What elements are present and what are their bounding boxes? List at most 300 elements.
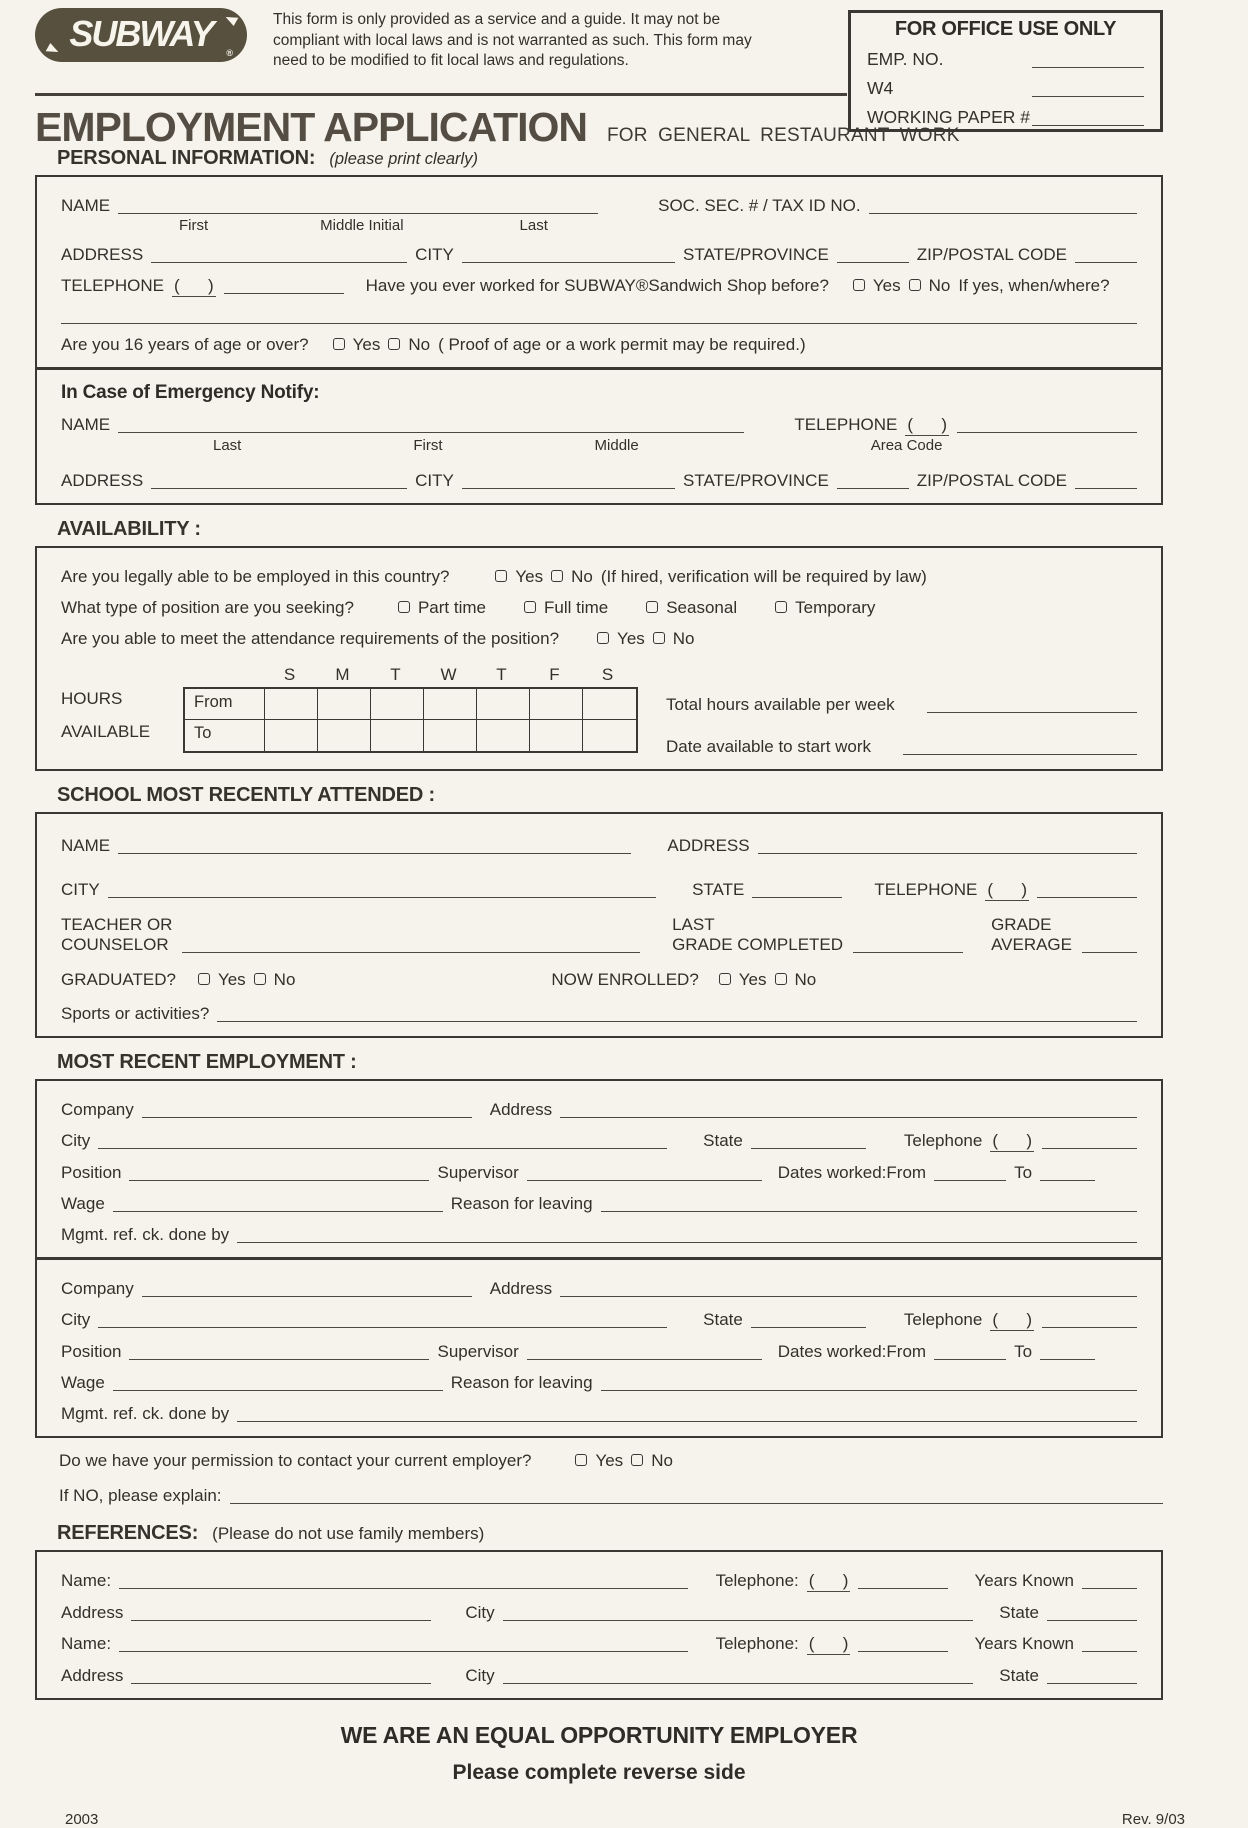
emergency-middle-sublabel: Middle	[594, 436, 639, 454]
supervisor-line-2[interactable]	[527, 1355, 762, 1360]
to-thu-cell[interactable]	[477, 720, 530, 751]
zip-line[interactable]	[1075, 258, 1137, 263]
ref-name-line-1[interactable]	[119, 1584, 688, 1589]
explain-label: If NO, please explain:	[59, 1485, 222, 1505]
employer-phone-paren-line[interactable]: ( )	[992, 1131, 1032, 1151]
name-row	[61, 196, 1137, 216]
explain-line[interactable]	[230, 1499, 1163, 1504]
references-heading-row	[35, 1522, 1163, 1545]
from-thu-cell[interactable]	[477, 689, 530, 720]
total-hours-line[interactable]	[927, 708, 1137, 713]
worked-before-no-label: No	[928, 276, 951, 295]
from-mon-cell[interactable]	[318, 689, 371, 720]
dates-to-label-2: To	[1014, 1341, 1033, 1361]
ref-telephone-label-1: Telephone:	[715, 1570, 799, 1590]
company-label-2: Company	[61, 1278, 134, 1298]
emergency-state-label: STATE/PROVINCE	[683, 470, 829, 490]
company-row	[61, 1100, 1137, 1120]
emergency-address-line[interactable]	[151, 484, 407, 489]
day-friday: F	[549, 664, 560, 684]
to-fri-cell[interactable]	[530, 720, 583, 751]
from-label-cell: From	[185, 689, 265, 720]
employer-city-row	[61, 1131, 1137, 1152]
age-no-label: No	[408, 335, 431, 354]
dates-from-line[interactable]	[934, 1176, 1006, 1181]
school-name-row	[61, 836, 1137, 856]
enrolled-no-checkbox[interactable]	[775, 973, 787, 985]
start-date-label: Date available to start work	[666, 736, 872, 756]
to-sun-cell[interactable]	[265, 720, 318, 751]
teacher-counselor-line[interactable]	[182, 948, 640, 953]
personal-info-heading: PERSONAL INFORMATION:	[57, 147, 316, 169]
employment-block-1	[35, 1079, 1163, 1259]
logo-arrow-northeast-icon	[226, 11, 241, 26]
wage-line[interactable]	[113, 1207, 443, 1212]
emp-no-label: EMP. NO.	[867, 49, 944, 69]
school-address-label: ADDRESS	[667, 835, 750, 855]
footer-meta-row	[35, 1811, 1185, 1828]
company-line-2[interactable]	[142, 1292, 472, 1297]
grade-line1: GRADE	[991, 914, 1052, 934]
company-label: Company	[61, 1100, 134, 1120]
working-paper-row	[867, 107, 1144, 128]
address-line[interactable]	[151, 258, 407, 263]
graduated-row	[61, 970, 1137, 990]
ref-years-line-1[interactable]	[1082, 1584, 1137, 1589]
equal-opportunity-text: WE ARE AN EQUAL OPPORTUNITY EMPLOYER	[340, 1721, 858, 1748]
sports-row	[61, 1004, 1137, 1024]
teacher-counselor-label	[61, 915, 172, 956]
attendance-yes-label: Yes	[617, 628, 645, 648]
ssn-label: SOC. SEC. # / TAX ID NO.	[658, 196, 861, 215]
employer-state-label-2: State	[703, 1309, 743, 1329]
grade-completed-line[interactable]	[853, 948, 963, 953]
full-time-checkbox[interactable]	[524, 601, 536, 613]
legal-yes-checkbox[interactable]	[495, 570, 507, 582]
enrolled-yes-checkbox[interactable]	[719, 973, 731, 985]
ref-phone-paren-line-2[interactable]: ( )	[808, 1633, 849, 1653]
ref-address-label-2: Address	[61, 1665, 124, 1685]
ref-city-label-2: City	[465, 1665, 495, 1685]
zip-label: ZIP/POSTAL CODE	[916, 245, 1067, 264]
reason-label-2: Reason for leaving	[450, 1372, 593, 1392]
graduated-no-checkbox[interactable]	[254, 973, 266, 985]
counselor-line2: COUNSELOR	[61, 934, 169, 954]
employer-state-label: State	[703, 1131, 743, 1151]
employer-phone-paren-line-2[interactable]: ( )	[992, 1309, 1032, 1329]
grade-average-label	[991, 915, 1072, 956]
telephone-label: TELEPHONE	[61, 276, 164, 295]
last-line1: LAST	[672, 914, 715, 934]
supervisor-label-2: Supervisor	[437, 1341, 519, 1361]
working-paper-label: WORKING PAPER #	[867, 107, 1031, 127]
sports-label: Sports or activities?	[61, 1004, 210, 1024]
hours-grid	[183, 687, 638, 753]
age-yes-checkbox[interactable]	[333, 338, 345, 350]
emergency-phone-paren-line[interactable]: ( )	[907, 414, 947, 434]
permission-row	[35, 1451, 1163, 1471]
ref-address-line-1[interactable]	[131, 1616, 431, 1621]
ref-name-line-2[interactable]	[119, 1647, 688, 1652]
dates-to-line[interactable]	[1040, 1176, 1095, 1181]
school-heading: SCHOOL MOST RECENTLY ATTENDED :	[57, 783, 435, 806]
position-row	[61, 1163, 1137, 1183]
position-type-question: What type of position are you seeking?	[61, 597, 354, 617]
employer-state-line-2[interactable]	[751, 1323, 866, 1328]
dates-worked-label-2: Dates worked:From	[777, 1341, 927, 1361]
wage-label-2: Wage	[61, 1372, 105, 1392]
emergency-telephone-label: TELEPHONE	[794, 414, 898, 434]
from-tue-cell[interactable]	[371, 689, 424, 720]
company-row-2	[61, 1279, 1137, 1299]
day-wednesday: W	[440, 664, 457, 684]
day-monday: M	[335, 664, 350, 684]
permission-no-label: No	[651, 1450, 673, 1470]
from-sat-cell[interactable]	[583, 689, 636, 720]
legal-yes-label: Yes	[515, 566, 544, 586]
w4-line[interactable]	[1032, 92, 1144, 97]
grade-average-line[interactable]	[1082, 948, 1137, 953]
mgmt-label: Mgmt. ref. ck. done by	[61, 1225, 230, 1245]
emergency-box	[35, 367, 1163, 505]
working-paper-line[interactable]	[1032, 121, 1144, 126]
worked-before-yes-label: Yes	[872, 276, 901, 295]
supervisor-line[interactable]	[527, 1176, 762, 1181]
ref-years-label-2: Years Known	[974, 1633, 1074, 1653]
seasonal-checkbox[interactable]	[646, 601, 658, 613]
hours-available-section	[61, 665, 1137, 757]
emergency-state-line[interactable]	[837, 484, 909, 489]
state-label: STATE/PROVINCE	[683, 245, 829, 264]
to-mon-cell[interactable]	[318, 720, 371, 751]
ref-telephone-line-1[interactable]	[858, 1584, 948, 1589]
position-label: Position	[61, 1163, 122, 1183]
name-sublabels	[61, 217, 1137, 234]
worked-before-yes-checkbox[interactable]	[853, 279, 865, 291]
dates-to-line-2[interactable]	[1040, 1355, 1095, 1360]
reference-address-row-2	[61, 1666, 1137, 1686]
age-row	[61, 335, 1137, 355]
address-row	[61, 245, 1137, 265]
emergency-address-label: ADDRESS	[61, 470, 144, 490]
total-hours-row	[666, 695, 1137, 715]
references-note: (Please do not use family members)	[212, 1523, 485, 1543]
ref-years-line-2[interactable]	[1082, 1647, 1137, 1652]
employer-address-line-2[interactable]	[560, 1292, 1137, 1297]
ref-telephone-label-2: Telephone:	[715, 1633, 799, 1653]
page-title: EMPLOYMENT APPLICATION	[35, 104, 587, 151]
ref-years-label-1: Years Known	[974, 1570, 1074, 1590]
emergency-name-line[interactable]	[118, 428, 744, 433]
disclaimer-text: This form is only provided as a service and a guide. It may not be compliant with local laws and is not warranted as such. This form may need to be modified to fit local laws and regulations.	[273, 11, 752, 70]
employer-telephone-label-2: Telephone	[903, 1309, 983, 1329]
emergency-city-line[interactable]	[462, 484, 675, 489]
school-state-label: STATE	[692, 879, 745, 899]
emp-no-row	[867, 49, 1144, 70]
temporary-label: Temporary	[795, 597, 876, 617]
position-row-2	[61, 1342, 1137, 1362]
day-letters-row	[183, 665, 638, 685]
attendance-question: Are you able to meet the attendance requirements of the position?	[61, 628, 560, 648]
form-year: 2003	[65, 1810, 99, 1828]
employment-heading-row	[35, 1051, 1163, 1074]
dates-to-label: To	[1014, 1163, 1033, 1183]
middle-initial-sublabel: Middle Initial	[320, 217, 404, 234]
emergency-address-row	[61, 471, 1137, 491]
employer-address-line[interactable]	[560, 1113, 1137, 1118]
name-label: NAME	[61, 196, 111, 215]
ref-city-line-1[interactable]	[503, 1616, 974, 1621]
school-address-line[interactable]	[758, 849, 1137, 854]
enrolled-label: NOW ENROLLED?	[551, 970, 699, 990]
to-sat-cell[interactable]	[583, 720, 636, 751]
enrolled-no-label: No	[794, 970, 817, 990]
employer-telephone-label: Telephone	[903, 1131, 983, 1151]
school-teacher-row	[61, 915, 1137, 956]
age-no-checkbox[interactable]	[388, 338, 400, 350]
office-use-title: FOR OFFICE USE ONLY	[894, 18, 1117, 40]
employer-telephone-line[interactable]	[1042, 1144, 1137, 1149]
employer-telephone-line-2[interactable]	[1042, 1323, 1137, 1328]
company-line[interactable]	[142, 1113, 472, 1118]
area-code-sublabel: Area Code	[870, 436, 943, 454]
age-yes-label: Yes	[352, 335, 381, 354]
employer-city-line[interactable]	[98, 1144, 667, 1149]
availability-box	[35, 546, 1163, 771]
emergency-heading: In Case of Emergency Notify:	[61, 381, 320, 403]
teacher-counselor-group	[61, 915, 640, 956]
ref-state-line-2[interactable]	[1047, 1679, 1137, 1684]
start-date-line[interactable]	[903, 750, 1137, 755]
seasonal-label: Seasonal	[666, 597, 738, 617]
form-revision: Rev. 9/03	[1121, 1810, 1185, 1828]
day-saturday: S	[601, 664, 614, 684]
hours-table	[183, 665, 638, 753]
emergency-name-row	[61, 415, 1137, 436]
from-wed-cell[interactable]	[424, 689, 477, 720]
from-fri-cell[interactable]	[530, 689, 583, 720]
ref-state-label-1: State	[999, 1602, 1039, 1622]
personal-info-box	[35, 175, 1163, 369]
reason-label: Reason for leaving	[450, 1194, 593, 1214]
sports-line[interactable]	[217, 1017, 1137, 1022]
permission-yes-label: Yes	[595, 1450, 624, 1470]
employer-address-label-2: Address	[489, 1278, 553, 1298]
school-city-line[interactable]	[108, 893, 656, 898]
legal-question-row	[61, 567, 1137, 587]
wage-line-2[interactable]	[113, 1386, 443, 1391]
reverse-side-note: Please complete reverse side	[452, 1760, 746, 1784]
city-line[interactable]	[462, 258, 675, 263]
age-note: ( Proof of age or a work permit may be required.)	[438, 335, 806, 354]
mgmt-row-2	[61, 1404, 1137, 1424]
to-label-cell: To	[185, 720, 265, 751]
dates-worked-label: Dates worked:From	[777, 1163, 927, 1183]
mgmt-row	[61, 1225, 1137, 1245]
supervisor-label: Supervisor	[437, 1163, 519, 1183]
age-question: Are you 16 years of age or over?	[61, 335, 309, 354]
school-phone-paren-line[interactable]: ( )	[987, 879, 1027, 899]
employer-address-label: Address	[489, 1100, 553, 1120]
page-subtitle: FOR GENERAL RESTAURANT WORK	[607, 125, 960, 147]
city-label: CITY	[415, 245, 454, 264]
emergency-name-label: NAME	[61, 414, 111, 434]
mgmt-line[interactable]	[237, 1238, 1137, 1243]
explain-row	[35, 1486, 1163, 1506]
legal-no-checkbox[interactable]	[551, 570, 563, 582]
temporary-checkbox[interactable]	[775, 601, 787, 613]
telephone-row	[61, 276, 1137, 297]
availability-heading-row	[35, 518, 1163, 541]
references-heading: REFERENCES:	[57, 1521, 199, 1544]
graduated-label: GRADUATED?	[61, 970, 176, 990]
logo-text: SUBWAY	[69, 13, 213, 54]
school-telephone-line[interactable]	[1037, 893, 1137, 898]
mgmt-line-2[interactable]	[237, 1417, 1137, 1422]
ref-state-line-1[interactable]	[1047, 1616, 1137, 1621]
legal-note: (If hired, verification will be required by law)	[600, 566, 927, 586]
registered-trademark: ®	[226, 48, 233, 58]
mgmt-label-2: Mgmt. ref. ck. done by	[61, 1403, 230, 1423]
employer-state-line[interactable]	[751, 1144, 866, 1149]
when-where-line[interactable]	[61, 319, 1137, 324]
reference-address-row-1	[61, 1603, 1137, 1623]
emergency-last-sublabel: Last	[213, 436, 242, 454]
reference-name-row-2	[61, 1634, 1137, 1655]
day-tuesday: T	[390, 664, 401, 684]
ref-name-label-1: Name:	[61, 1570, 112, 1590]
permission-question: Do we have your permission to contact your current employer?	[59, 1450, 532, 1470]
employment-block-2	[35, 1257, 1163, 1438]
w4-label: W4	[867, 78, 894, 98]
last-grade-group	[672, 915, 963, 956]
school-name-label: NAME	[61, 835, 111, 855]
employer-city-line-2[interactable]	[98, 1323, 667, 1328]
school-name-line[interactable]	[118, 849, 631, 854]
telephone-area-code-line[interactable]: ( )	[173, 276, 214, 295]
office-use-box	[848, 10, 1163, 132]
when-where-answer-row	[61, 319, 1137, 324]
day-sunday: S	[283, 664, 296, 684]
ref-telephone-line-2[interactable]	[858, 1647, 948, 1652]
grade-average-group	[991, 915, 1137, 956]
print-clearly-note: (please print clearly)	[329, 150, 478, 168]
dates-from-line-2[interactable]	[934, 1355, 1006, 1360]
availability-heading: AVAILABILITY :	[57, 517, 201, 540]
ref-address-line-2[interactable]	[131, 1679, 431, 1684]
ref-city-label-1: City	[465, 1602, 495, 1622]
ref-city-line-2[interactable]	[503, 1679, 974, 1684]
employer-city-label-2: City	[61, 1309, 91, 1329]
graduated-yes-checkbox[interactable]	[198, 973, 210, 985]
position-line-2[interactable]	[129, 1355, 429, 1360]
ref-name-label-2: Name:	[61, 1633, 112, 1653]
ref-state-label-2: State	[999, 1665, 1039, 1685]
emergency-telephone-line[interactable]	[957, 428, 1137, 433]
position-label-2: Position	[61, 1341, 122, 1361]
hours-summary	[638, 665, 1137, 757]
employer-city-row-2	[61, 1310, 1137, 1331]
legal-question: Are you legally able to be employed in this country?	[61, 566, 450, 586]
emergency-name-sublabels	[61, 437, 1137, 454]
available-label: AVAILABLE	[61, 721, 151, 741]
last-grade-label	[672, 915, 843, 956]
worked-before-question: Have you ever worked for SUBWAY®Sandwich Shop before?	[365, 276, 829, 295]
total-hours-label: Total hours available per week	[666, 694, 895, 714]
school-telephone-label: TELEPHONE	[874, 879, 978, 899]
wage-row-2	[61, 1373, 1137, 1393]
reference-name-row-1	[61, 1571, 1137, 1592]
part-time-checkbox[interactable]	[398, 601, 410, 613]
school-box	[35, 812, 1163, 1039]
emp-no-line[interactable]	[1032, 63, 1144, 68]
address-label: ADDRESS	[61, 245, 144, 264]
attendance-row	[61, 629, 1137, 649]
employment-heading: MOST RECENT EMPLOYMENT :	[57, 1051, 357, 1074]
wage-label: Wage	[61, 1194, 105, 1214]
hours-label: HOURS	[61, 688, 123, 708]
when-where-label: If yes, when/where?	[958, 276, 1110, 295]
state-line[interactable]	[837, 258, 909, 263]
emergency-city-label: CITY	[415, 470, 454, 490]
school-city-row	[61, 880, 1137, 901]
header-left	[35, 8, 847, 96]
ref-address-label-1: Address	[61, 1602, 124, 1622]
average-line2: AVERAGE	[991, 934, 1072, 954]
permission-no-checkbox[interactable]	[631, 1454, 643, 1466]
permission-yes-checkbox[interactable]	[575, 1454, 587, 1466]
from-sun-cell[interactable]	[265, 689, 318, 720]
emergency-first-sublabel: First	[413, 436, 443, 454]
reason-line-2[interactable]	[601, 1386, 1137, 1391]
telephone-line[interactable]	[224, 289, 344, 294]
teacher-or-line1: TEACHER OR	[61, 914, 173, 934]
reason-line[interactable]	[601, 1207, 1137, 1212]
name-line[interactable]	[118, 209, 598, 214]
position-type-row	[61, 598, 1137, 618]
subway-logo	[35, 8, 247, 62]
school-city-label: CITY	[61, 879, 100, 899]
grade-completed-line2: GRADE COMPLETED	[672, 934, 844, 954]
legal-no-label: No	[571, 566, 593, 586]
header	[35, 8, 1163, 151]
day-thursday: T	[496, 664, 507, 684]
first-sublabel: First	[179, 217, 209, 234]
employer-city-label: City	[61, 1131, 91, 1151]
references-box	[35, 1550, 1163, 1700]
last-sublabel: Last	[519, 217, 548, 234]
ref-phone-paren-line-1[interactable]: ( )	[808, 1570, 849, 1590]
logo-arrow-southwest-icon	[44, 43, 59, 58]
graduated-no-label: No	[273, 970, 296, 990]
ssn-line[interactable]	[869, 209, 1137, 214]
to-tue-cell[interactable]	[371, 720, 424, 751]
wage-row	[61, 1194, 1137, 1214]
start-date-row	[666, 737, 1137, 757]
graduated-yes-label: Yes	[217, 970, 246, 990]
school-state-line[interactable]	[752, 893, 842, 898]
attendance-no-checkbox[interactable]	[653, 632, 665, 644]
hours-available-label	[61, 665, 183, 755]
attendance-yes-checkbox[interactable]	[597, 632, 609, 644]
part-time-label: Part time	[417, 597, 486, 617]
position-line[interactable]	[129, 1176, 429, 1181]
emergency-zip-label: ZIP/POSTAL CODE	[916, 470, 1067, 490]
worked-before-no-checkbox[interactable]	[909, 279, 921, 291]
to-wed-cell[interactable]	[424, 720, 477, 751]
attendance-no-label: No	[672, 628, 695, 648]
emergency-zip-line[interactable]	[1075, 484, 1137, 489]
